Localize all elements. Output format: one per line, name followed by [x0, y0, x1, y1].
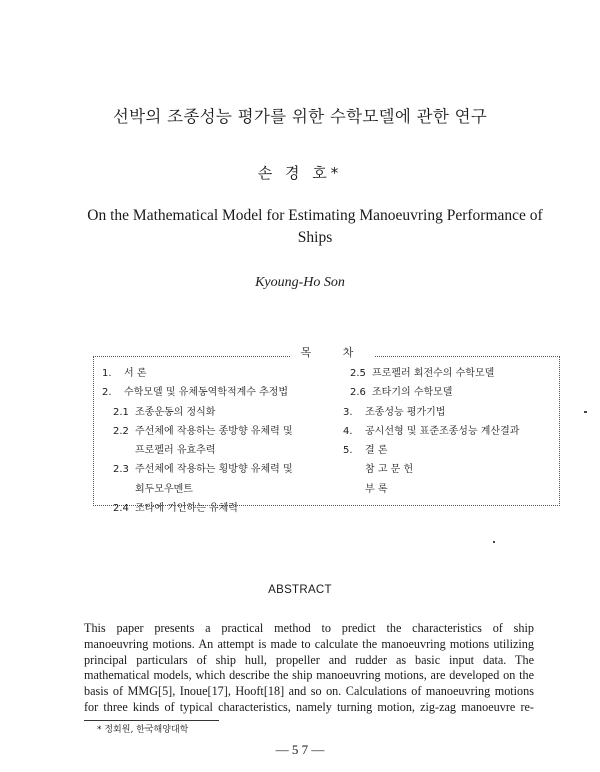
scan-speck: [584, 411, 587, 413]
toc-left-column: [102, 364, 342, 518]
toc-item: 1. 서 론: [102, 368, 147, 379]
abstract-line: basis of MMG[5], Inoue[17], Hooft[18] and so on. Calculations of manoeuvring motions: [84, 684, 534, 699]
page-number: — 5 7 —: [275, 742, 325, 757]
english-author: Kyoung-Ho Son: [255, 275, 345, 290]
toc-item: 2.6 조타기의 수학모델: [350, 387, 453, 399]
scan-speck: [493, 541, 495, 543]
toc-item: 부 록: [365, 483, 388, 495]
toc-item: 2.5 프로펠러 회전수의 수학모델: [350, 368, 495, 379]
toc-item: 4. 공시선형 및 표준조종성능 계산결과: [343, 425, 520, 437]
toc-heading: 목 차: [290, 344, 374, 360]
abstract-body: [84, 621, 534, 716]
english-title: On the Mathematical Model for Estimating Manoeuvring Performance of Ships: [87, 207, 543, 246]
toc-item: 회두모우멘트: [135, 483, 193, 495]
korean-title: 선박의 조종성능 평가를 위한 수학모델에 관한 연구: [112, 107, 488, 126]
footnote: * 정회원, 한국해양대학: [97, 725, 189, 735]
korean-author: 손 경 호*: [257, 164, 343, 182]
toc-item: 2.4 조타에 기인하는 유체력: [113, 503, 238, 515]
abstract-line: mathematical models, which describe the ship manoeuvring motions, are developed on the: [84, 668, 534, 683]
abstract-heading: ABSTRACT: [268, 584, 332, 596]
abstract-line: principal particulars of ship hull, propeller and rudder as basic input data. The: [84, 652, 534, 667]
toc-right-column: [343, 364, 558, 499]
abstract-line: This paper presents a practical method to predict the characteristics of ship: [84, 621, 534, 635]
toc-item: 5. 결 론: [343, 445, 388, 457]
toc-item: 2.1 조종운동의 정식화: [113, 406, 216, 418]
footnote-rule: [84, 720, 219, 721]
toc-item: 참 고 문 헌: [365, 464, 414, 476]
toc-item: 2.3 주선체에 작용하는 횡방향 유체력 및: [113, 464, 293, 476]
abstract-line: for three kinds of typical characteristics, namely turning motion, zig-zag manoeuvre re-: [84, 699, 534, 714]
abstract-line: manoeuvring motions. An attempt is made to calculate the manoeuvring motions utilizing: [84, 636, 534, 651]
toc-item: 3. 조종성능 평가기법: [343, 406, 446, 418]
toc-item: 2.2 주선체에 작용하는 종방향 유체력 및: [113, 425, 293, 437]
toc-item: 2. 수학모델 및 유체동역학적계수 추정법: [102, 387, 289, 399]
toc-item: 프로펠러 유효추력: [135, 445, 216, 457]
